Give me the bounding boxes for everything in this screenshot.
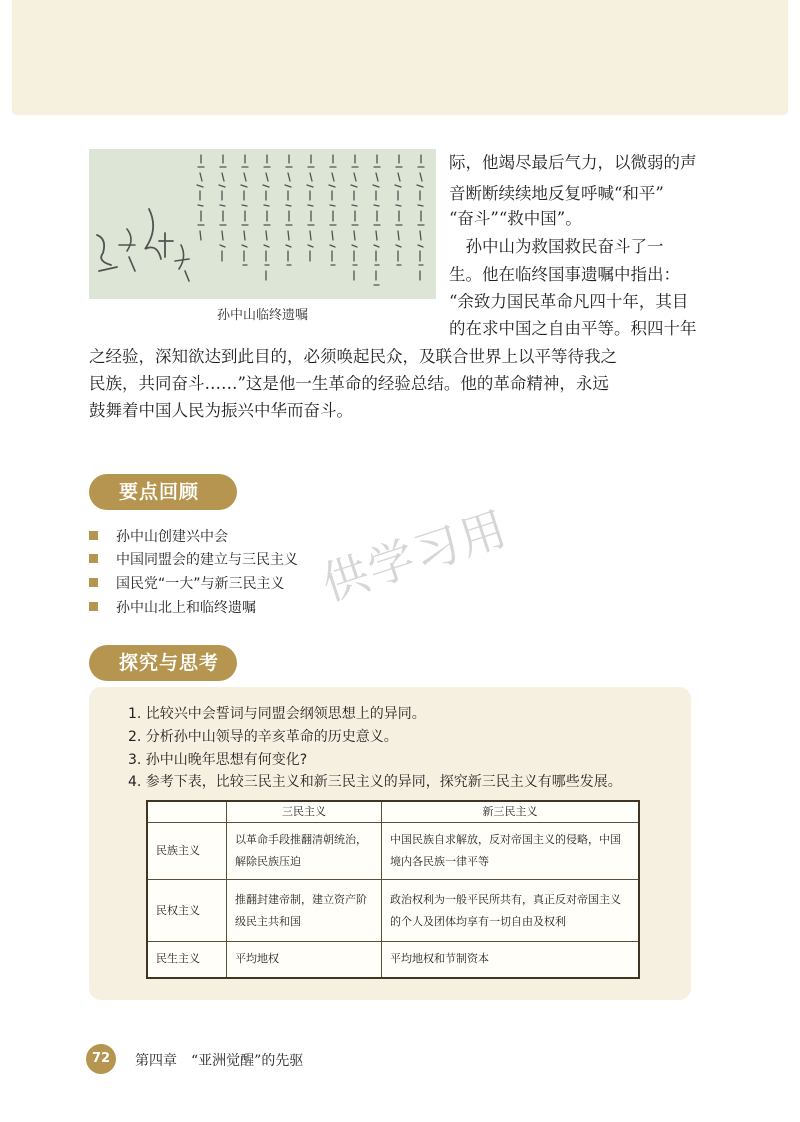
paragraph-line: 生。他在临终国事遗嘱中指出： — [449, 265, 680, 284]
review-item: 国民党“一大”与新三民主义 — [89, 574, 285, 594]
table-header: 新三民主义 — [382, 801, 640, 823]
review-item: 孙中山北上和临终遗嘱 — [89, 598, 256, 618]
paragraph-line: 音断断续续地反复呼喊“和平” — [449, 184, 664, 203]
last-will-image — [89, 149, 436, 299]
table-header-row — [147, 801, 639, 823]
table-cell: 民族主义 — [147, 823, 227, 880]
paragraph-line: 孙中山为救国救民奋斗了一 — [449, 237, 664, 256]
table-header — [147, 801, 227, 823]
question: 4. 参考下表，比较三民主义和新三民主义的异同，探究新三民主义有哪些发展。 — [128, 774, 622, 790]
table-cell: 平均地权 — [227, 942, 382, 978]
table-row — [147, 880, 639, 942]
top-decorative-band — [12, 0, 788, 115]
explore-section-heading: 探究与思考 — [89, 645, 237, 681]
figure-caption: 孙中山临终遗嘱 — [216, 308, 308, 323]
handwritten-manuscript-illustration — [89, 149, 436, 299]
page-number-badge: 72 — [86, 1044, 116, 1074]
review-section-heading: 要点回顾 — [89, 474, 237, 510]
review-item: 中国同盟会的建立与三民主义 — [89, 550, 298, 570]
table-cell: 政治权利为一般平民所共有，真正反对帝国主义的个人及团体均享有一切自由及权利 — [382, 880, 640, 942]
table-cell: 中国民族自求解放，反对帝国主义的侵略，中国境内各民族一律平等 — [382, 823, 640, 880]
bullet-square-icon — [89, 531, 98, 540]
comparison-table — [146, 800, 640, 979]
paragraph-line: “余致力国民革命凡四十年，其目 — [449, 292, 689, 311]
bullet-square-icon — [89, 602, 98, 611]
question: 1. 比较兴中会誓词与同盟会纲领思想上的异同。 — [128, 706, 426, 722]
table-row — [147, 942, 639, 978]
paragraph-line: 际，他竭尽最后气力，以微弱的声 — [449, 153, 697, 172]
table-cell: 民权主义 — [147, 880, 227, 942]
watermark: 供学习用 — [315, 500, 515, 612]
question: 3. 孙中山晚年思想有何变化? — [128, 752, 308, 768]
bullet-square-icon — [89, 554, 98, 563]
table-cell: 民生主义 — [147, 942, 227, 978]
question: 2. 分析孙中山领导的辛亥革命的历史意义。 — [128, 729, 398, 745]
paragraph-line: 的在求中国之自由平等。积四十年 — [449, 319, 697, 338]
review-item: 孙中山创建兴中会 — [89, 527, 228, 547]
table-cell: 推翻封建帝制，建立资产阶级民主共和国 — [227, 880, 382, 942]
table-cell: 平均地权和节制资本 — [382, 942, 640, 978]
chapter-title: 第四章 “亚洲觉醒”的先驱 — [135, 1053, 304, 1069]
paragraph-line: 鼓舞着中国人民为振兴中华而奋斗。 — [89, 401, 353, 420]
bullet-square-icon — [89, 578, 98, 587]
paragraph-line: “奋斗”“救中国”。 — [449, 209, 582, 228]
table-row — [147, 823, 639, 880]
table-cell: 以革命手段推翻清朝统治，解除民族压迫 — [227, 823, 382, 880]
table-header: 三民主义 — [227, 801, 382, 823]
paragraph-line: 之经验，深知欲达到此目的，必须唤起民众，及联合世界上以平等待我之 — [89, 347, 617, 366]
paragraph-line: 民族，共同奋斗……”这是他一生革命的经验总结。他的革命精神，永远 — [89, 374, 609, 393]
